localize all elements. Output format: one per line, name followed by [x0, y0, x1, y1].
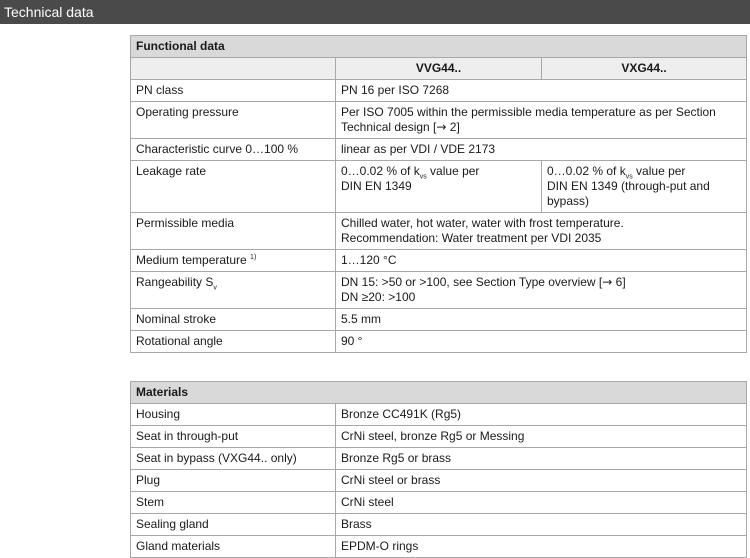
material-label: Plug — [131, 470, 336, 492]
materials-table — [130, 381, 747, 558]
functional-data-table — [130, 35, 747, 353]
leakage-rate-vvg-value — [336, 161, 542, 213]
table-row — [131, 514, 747, 536]
material-label: Sealing gland — [131, 514, 336, 536]
table-row — [131, 404, 747, 426]
leakage-vxg-subscript: vs — [625, 173, 633, 181]
leakage-vvg-line-2: DIN EN 1349 — [341, 179, 412, 193]
table-row — [131, 213, 747, 250]
medium-temperature-label — [131, 250, 336, 272]
material-value: CrNi steel or brass — [336, 470, 747, 492]
rotational-angle-label: Rotational angle — [131, 331, 336, 353]
material-value: EPDM-O rings — [336, 536, 747, 558]
rangeability-label — [131, 272, 336, 309]
leakage-vxg-line-2: DIN EN 1349 (through-put and — [547, 179, 710, 193]
leakage-vvg-text-a: 0…0.02 % of k — [341, 164, 420, 178]
characteristic-curve-label: Characteristic curve 0…100 % — [131, 139, 336, 161]
table-row — [131, 102, 747, 139]
leakage-vvg-text-b: value per — [426, 164, 480, 178]
table-row — [131, 331, 747, 353]
medium-temperature-value: 1…120 °C — [336, 250, 747, 272]
leakage-vxg-text-b: value per — [632, 164, 686, 178]
nominal-stroke-value: 5.5 mm — [336, 309, 747, 331]
table-row — [131, 309, 747, 331]
column-header-blank — [131, 58, 336, 80]
table-row — [131, 536, 747, 558]
material-label: Stem — [131, 492, 336, 514]
permissible-media-value — [336, 213, 747, 250]
table-row — [131, 250, 747, 272]
leakage-rate-vxg-value — [542, 161, 747, 213]
table-row — [131, 426, 747, 448]
permissible-media-line-1: Chilled water, hot water, water with frost temperature. — [341, 216, 624, 230]
rangeability-subscript: v — [213, 284, 217, 292]
table-row — [131, 470, 747, 492]
table-header-row — [131, 36, 747, 58]
material-label: Seat in bypass (VXG44.. only) — [131, 448, 336, 470]
table-row — [131, 492, 747, 514]
operating-pressure-line-2b: 2] — [446, 120, 460, 134]
table-row — [131, 272, 747, 309]
material-value: Bronze Rg5 or brass — [336, 448, 747, 470]
operating-pressure-line-1: Per ISO 7005 within the permissible media temperature as per Section — [341, 105, 716, 119]
permissible-media-line-2: Recommendation: Water treatment per VDI 2035 — [341, 231, 602, 245]
leakage-rate-label: Leakage rate — [131, 161, 336, 213]
material-value: CrNi steel — [336, 492, 747, 514]
materials-heading: Materials — [131, 382, 747, 404]
functional-data-heading: Functional data — [131, 36, 747, 58]
pn-class-label: PN class — [131, 80, 336, 102]
leakage-vvg-subscript: vs — [419, 173, 427, 181]
operating-pressure-line-2a: Technical design [ — [341, 120, 437, 134]
rangeability-line-1b: 6] — [612, 275, 626, 289]
arrow-right-icon: → — [436, 120, 447, 134]
operating-pressure-value — [336, 102, 747, 139]
operating-pressure-label: Operating pressure — [131, 102, 336, 139]
leakage-vxg-text-a: 0…0.02 % of k — [547, 164, 626, 178]
rangeability-line-2: DN ≥20: >100 — [341, 290, 416, 304]
table-header-row — [131, 382, 747, 404]
section-title: Technical data — [0, 0, 750, 24]
column-header-row — [131, 58, 747, 80]
rangeability-value — [336, 272, 747, 309]
material-value: Bronze CC491K (Rg5) — [336, 404, 747, 426]
rangeability-label-text: Rangeability S — [136, 275, 214, 289]
column-header-vxg: VXG44.. — [542, 58, 747, 80]
medium-temperature-label-text: Medium temperature — [136, 253, 251, 267]
material-label: Gland materials — [131, 536, 336, 558]
material-label: Housing — [131, 404, 336, 426]
rangeability-line-1a: DN 15: >50 or >100, see Section Type overview [ — [341, 275, 603, 289]
table-row — [131, 80, 747, 102]
leakage-vxg-line-3: bypass) — [547, 194, 590, 208]
column-header-vvg: VVG44.. — [336, 58, 542, 80]
table-row — [131, 161, 747, 213]
table-row — [131, 448, 747, 470]
arrow-right-icon: → — [602, 275, 613, 289]
pn-class-value: PN 16 per ISO 7268 — [336, 80, 747, 102]
material-label: Seat in through-put — [131, 426, 336, 448]
permissible-media-label: Permissible media — [131, 213, 336, 250]
material-value: CrNi steel, bronze Rg5 or Messing — [336, 426, 747, 448]
characteristic-curve-value: linear as per VDI / VDE 2173 — [336, 139, 747, 161]
table-row — [131, 139, 747, 161]
footnote-marker: 1) — [250, 254, 257, 261]
rotational-angle-value: 90 ° — [336, 331, 747, 353]
nominal-stroke-label: Nominal stroke — [131, 309, 336, 331]
material-value: Brass — [336, 514, 747, 536]
